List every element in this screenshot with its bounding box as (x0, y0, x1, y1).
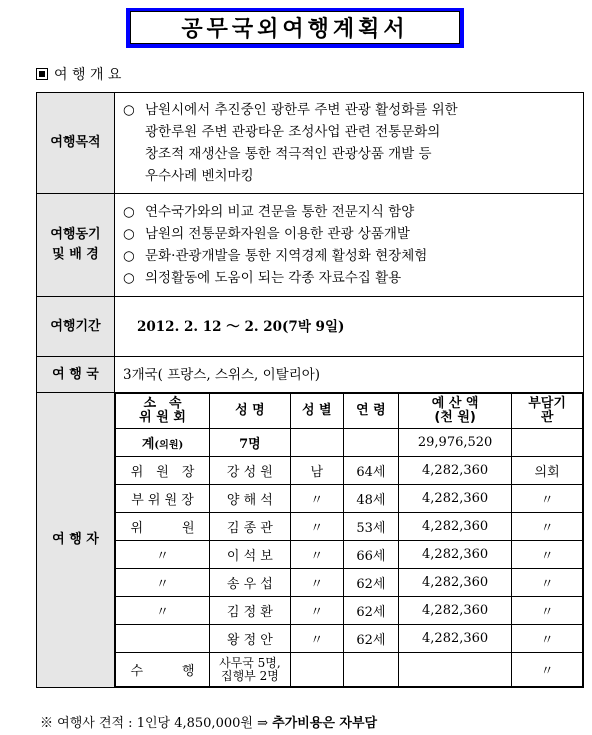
row-budget: 4,282,360 (399, 457, 512, 485)
row-gender: 〃 (290, 625, 343, 653)
period-value: 2012. 2. 12 ～ 2. 20(7박 9일) (115, 297, 584, 357)
companion-affiliation: 수 행 (116, 653, 210, 687)
companion-row (116, 653, 583, 687)
row-burden: 〃 (512, 569, 583, 597)
overview-table (36, 92, 584, 688)
row-age: 66세 (343, 541, 398, 569)
purpose-line: 광한루원 주변 관광타운 조성사업 관련 전통문화의 (145, 124, 441, 140)
motive-label (37, 194, 115, 297)
row-age: 62세 (343, 625, 398, 653)
row-name: 김 종 관 (210, 513, 291, 541)
row-affiliation: 〃 (116, 569, 210, 597)
companion-gender (290, 653, 343, 687)
row-age: 48세 (343, 485, 398, 513)
travelers-row (37, 393, 584, 688)
row-gender: 〃 (290, 485, 343, 513)
section-heading (36, 64, 121, 84)
total-gender (290, 429, 343, 457)
table-row (116, 513, 583, 541)
row-name: 김 정 환 (210, 597, 291, 625)
table-row (116, 625, 583, 653)
purpose-label: 여행목적 (37, 93, 115, 194)
row-burden: 〃 (512, 513, 583, 541)
square-bullet-icon (36, 68, 48, 80)
motive-item: 문화·관광개발을 통한 지역경제 활성화 현장체험 (145, 248, 428, 264)
row-age: 53세 (343, 513, 398, 541)
row-burden: 〃 (512, 625, 583, 653)
row-gender: 〃 (290, 541, 343, 569)
row-burden: 〃 (512, 597, 583, 625)
period-label: 여행기간 (37, 297, 115, 357)
travelers-cell (115, 393, 584, 688)
purpose-row (37, 93, 584, 194)
header-name: 성 명 (210, 394, 291, 429)
row-budget: 4,282,360 (399, 513, 512, 541)
table-row (116, 569, 583, 597)
table-row (116, 457, 583, 485)
motive-item: 의정활동에 도움이 되는 각종 자료수집 활용 (145, 270, 402, 286)
purpose-line: 우수사례 벤치마킹 (145, 168, 254, 184)
country-value: 3개국( 프랑스, 스위스, 이탈리아) (115, 357, 584, 393)
table-row (116, 597, 583, 625)
total-burden (512, 429, 583, 457)
row-burden: 〃 (512, 541, 583, 569)
row-budget: 4,282,360 (399, 625, 512, 653)
motive-label-line: 및 배 경 (52, 247, 99, 262)
row-budget: 4,282,360 (399, 541, 512, 569)
row-affiliation: 부 위 원 장 (116, 485, 210, 513)
row-burden: 〃 (512, 485, 583, 513)
row-affiliation: 위 원 장 (116, 457, 210, 485)
row-age: 64세 (343, 457, 398, 485)
country-label: 여 행 국 (37, 357, 115, 393)
total-row (116, 429, 583, 457)
bullet-icon: ○ (123, 226, 135, 242)
footnote-prefix: ※ 여행사 견적 : 1인당 4,850,000원 ⇒ (40, 716, 273, 731)
row-budget: 4,282,360 (399, 569, 512, 597)
table-row (116, 485, 583, 513)
row-name: 양 해 석 (210, 485, 291, 513)
document-title: 공무국외여행계획서 (130, 11, 460, 44)
period-row (37, 297, 584, 357)
footnote (40, 712, 377, 731)
row-budget: 4,282,360 (399, 597, 512, 625)
row-name: 송 우 섭 (210, 569, 291, 597)
bullet-icon: ○ (123, 102, 135, 118)
header-budget: 예 산 액 (천 원) (399, 394, 512, 429)
bullet-icon: ○ (123, 204, 135, 220)
companion-budget (399, 653, 512, 687)
country-row (37, 357, 584, 393)
row-affiliation: 〃 (116, 541, 210, 569)
header-burden: 부담기 관 (512, 394, 583, 429)
header-affiliation: 소 속 위 원 회 (116, 394, 210, 429)
row-gender: 〃 (290, 569, 343, 597)
row-age: 62세 (343, 597, 398, 625)
row-budget: 4,282,360 (399, 485, 512, 513)
header-gender: 성 별 (290, 394, 343, 429)
travelers-table (115, 393, 583, 687)
total-affiliation: 계(의원) (116, 429, 210, 457)
total-count: 7명 (210, 429, 291, 457)
row-name: 왕 정 안 (210, 625, 291, 653)
purpose-line: 남원시에서 추진중인 광한루 주변 관광 활성화를 위한 (145, 102, 458, 118)
total-budget: 29,976,520 (399, 429, 512, 457)
motive-item: 남원의 전통문화자원을 이용한 관광 상품개발 (145, 226, 410, 242)
purpose-content (115, 93, 584, 194)
companion-burden: 〃 (512, 653, 583, 687)
header-age: 연 령 (343, 394, 398, 429)
purpose-line: 창조적 재생산을 통한 적극적인 관광상품 개발 등 (145, 146, 432, 162)
row-burden: 의회 (512, 457, 583, 485)
companion-age (343, 653, 398, 687)
title-box (126, 8, 464, 48)
row-gender: 〃 (290, 513, 343, 541)
row-gender: 〃 (290, 597, 343, 625)
row-affiliation: 위 원 (116, 513, 210, 541)
footnote-bold: 추가비용은 자부담 (272, 716, 378, 731)
bullet-icon: ○ (123, 270, 135, 286)
section-heading-text: 여 행 개 요 (54, 67, 122, 83)
motive-label-line: 여행동기 (50, 227, 101, 242)
total-age (343, 429, 398, 457)
row-affiliation: 〃 (116, 597, 210, 625)
row-age: 62세 (343, 569, 398, 597)
motive-content (115, 194, 584, 297)
companion-name: 사무국 5명, 집행부 2명 (210, 653, 291, 687)
bullet-icon: ○ (123, 248, 135, 264)
travelers-label: 여 행 자 (37, 393, 115, 688)
motive-row (37, 194, 584, 297)
row-affiliation (116, 625, 210, 653)
table-row (116, 541, 583, 569)
row-gender: 남 (290, 457, 343, 485)
travelers-header-row (116, 394, 583, 429)
motive-item: 연수국가와의 비교 견문을 통한 전문지식 함양 (145, 204, 415, 220)
row-name: 이 석 보 (210, 541, 291, 569)
row-name: 강 성 원 (210, 457, 291, 485)
